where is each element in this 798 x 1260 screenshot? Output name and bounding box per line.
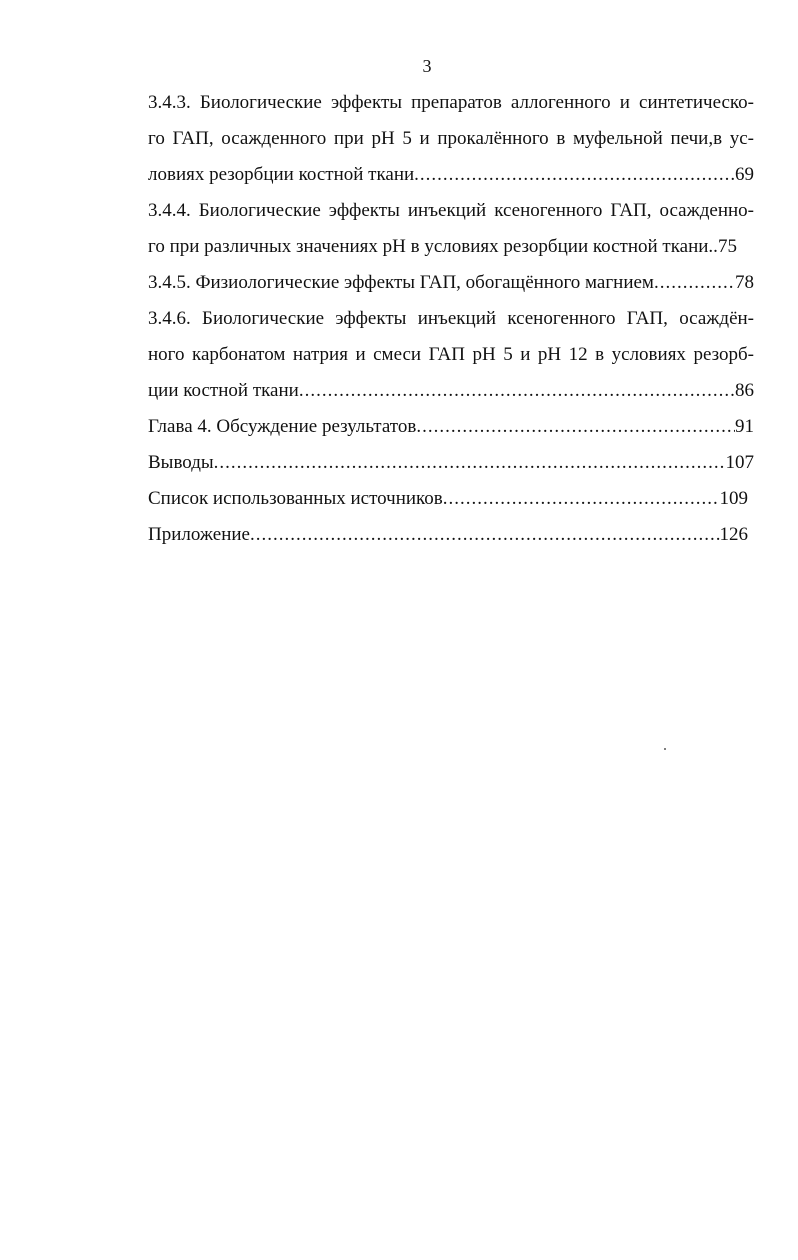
toc-entry-3-4-3-line-1: 3.4.3. Биологические эффекты препаратов аллогенного и синтетическо- [148,92,754,113]
toc-entry-3-4-5 [148,266,754,300]
toc-entry-3-4-3-last-line [148,158,754,192]
scan-speck [664,748,666,750]
toc-page-ref: 75 [717,236,737,257]
toc-page-ref: 109 [719,488,748,509]
toc-page-ref: 91 [735,416,754,437]
toc-page-ref: 86 [735,380,754,401]
toc-entry-3-4-4-line-1: 3.4.4. Биологические эффекты инъекций ксеногенного ГАП, осажденно- [148,200,754,221]
toc-entry-conclusions [148,446,754,480]
toc-entry-title: 3.4.5. Физиологические эффекты ГАП, обогащённого магнием [148,272,654,293]
toc-entry-3-4-6-line-1: 3.4.6. Биологические эффекты инъекций ксеногенного ГАП, осаждён- [148,308,754,329]
toc-page-ref: 78 [735,272,754,293]
dot-leader [250,518,720,552]
dot-leader [443,482,720,516]
toc-entry-3-4-6-line-2: ного карбонатом натрия и смеси ГАП pH 5 и pH 12 в условиях резорб- [148,344,754,365]
dot-leader [214,446,726,480]
toc-page-ref: 69 [735,164,754,185]
toc-entry-title: Список использованных источников [148,488,443,509]
toc-entry-chapter-4 [148,410,754,444]
toc-entry-3-4-3-line-2: го ГАП, осажденного при pH 5 и прокалённого в муфельной печи,в ус- [148,128,754,149]
toc-page-ref: 107 [725,452,754,473]
page-number: 3 [422,56,432,76]
toc-entry-3-4-6-last-line [148,374,754,408]
dot-leader [299,374,735,408]
dot-leader [414,158,735,192]
toc-entry-appendix [148,518,748,552]
toc-page-ref: 126 [719,524,748,545]
toc-entry-title: ловиях резорбции костной ткани [148,164,415,185]
toc-entry-title: го при различных значениях pH в условиях резорбции костной ткани.. [148,236,718,257]
dot-leader [416,410,735,444]
toc-entry-title: Приложение [148,524,250,545]
toc-entry-title: Глава 4. Обсуждение результатов [148,416,417,437]
toc-entry-title: ции костной ткани [148,380,299,401]
toc-entry-references [148,482,748,516]
toc-entry-title: Выводы [148,452,214,473]
toc-entry-3-4-4-last-line [148,230,754,264]
dot-leader [654,266,735,300]
